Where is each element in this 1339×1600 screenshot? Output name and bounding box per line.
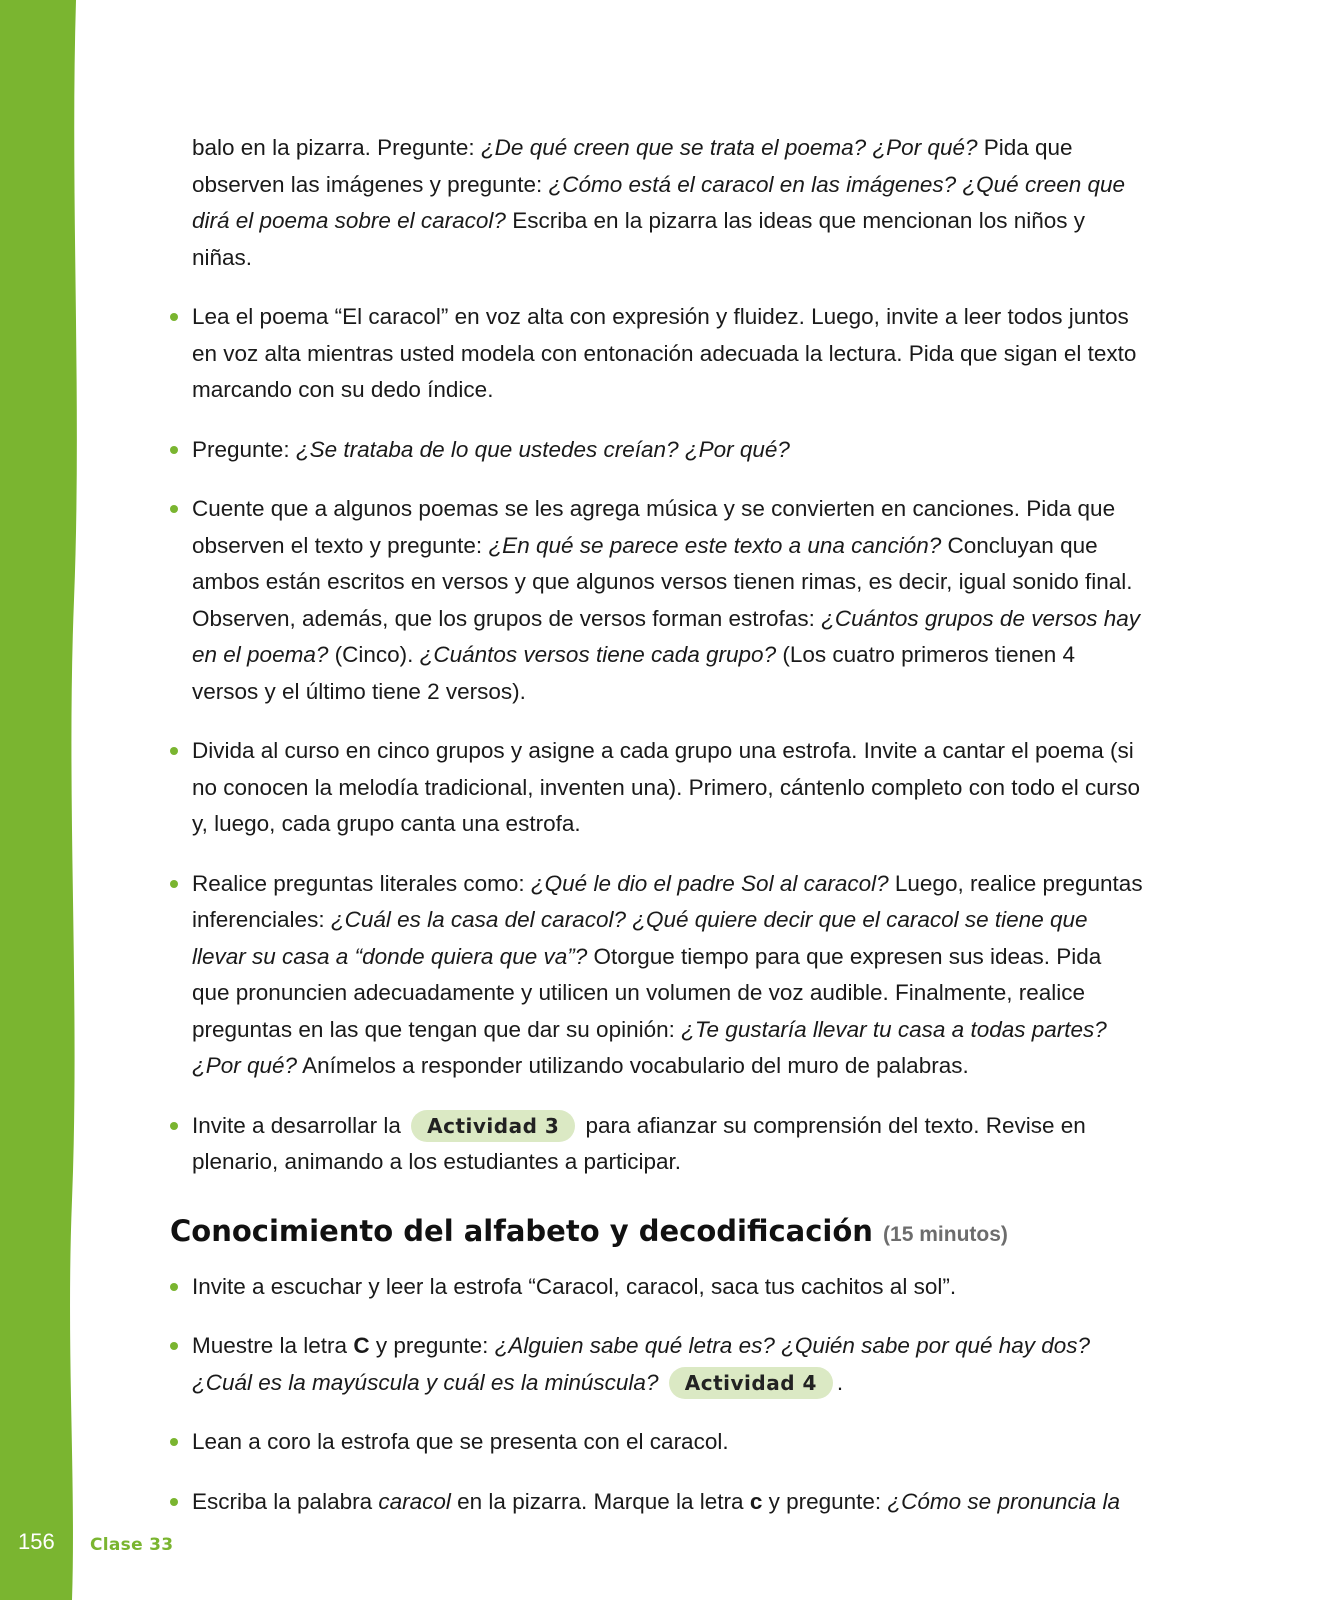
lesson-label: Clase 33 — [90, 1535, 174, 1555]
page-body — [170, 130, 1145, 1543]
list-item: Invite a desarrollar la Actividad 3 para afianzar su comprensión del texto. Revise en plenario, animando a los estudiantes a participar. — [170, 1108, 1145, 1181]
intro-paragraph: balo en la pizarra. Pregunte: ¿De qué creen que se trata el poema? ¿Por qué? Pida que observen las imágenes y pregunte: ¿Cómo está el caracol en las imágenes? ¿Qué creen que dirá el poema sobre el caracol? Escriba en la pizarra las ideas que mencionan los niños y niñas. — [192, 135, 1126, 270]
list-item: Lea el poema “El caracol” en voz alta con expresión y fluidez. Luego, invite a leer todos juntos en voz alta mientras usted modela con entonación adecuada la lectura. Pida que sigan el texto marcando con su dedo índice. — [170, 299, 1145, 409]
page-margin-band — [0, 0, 80, 1600]
list-item: Cuente que a algunos poemas se les agrega música y se convierten en canciones. Pida que observen el texto y pregunte: ¿En qué se parece este texto a una canción? Concluyan que ambos están escritos en versos y que algunos versos tienen rimas, es decir, igual sonido final. Observen, además, que los grupos de versos forman estrofas: ¿Cuántos grupos de versos hay en el poema? (Cinco). ¿Cuántos versos tiene cada grupo? (Los cuatro primeros tienen 4 versos y el último tiene 2 versos). — [170, 491, 1145, 710]
section-title: Conocimiento del alfabeto y decodificación — [170, 1213, 873, 1248]
activity-3-badge: Actividad 3 — [411, 1110, 575, 1142]
list-item: Realice preguntas literales como: ¿Qué le dio el padre Sol al caracol? Luego, realice preguntas inferenciales: ¿Cuál es la casa del caracol? ¿Qué quiere decir que el caracol se tiene que llevar su casa a “donde quiera que va”? Otorgue tiempo para que expresen sus ideas. Pida que pronuncien adecuadamente y utilicen un volumen de voz audible. Finalmente, realice preguntas en las que tengan que dar su opinión: ¿Te gustaría llevar tu casa a todas partes? ¿Por qué? Anímelos a responder utilizando vocabulario del muro de palabras. — [170, 866, 1145, 1085]
list-item: Divida al curso en cinco grupos y asigne a cada grupo una estrofa. Invite a cantar el poema (si no conocen la melodía tradicional, inventen una). Primero, cántenlo completo con todo el curso y, luego, cada grupo canta una estrofa. — [170, 733, 1145, 843]
section-heading — [170, 1211, 1145, 1255]
activity-4-badge: Actividad 4 — [669, 1367, 833, 1399]
section-duration: (15 minutos) — [883, 1222, 1008, 1246]
list-item: Escriba la palabra caracol en la pizarra. Marque la letra c y pregunte: ¿Cómo se pronuncia la — [170, 1484, 1145, 1521]
list-item: Lean a coro la estrofa que se presenta con el caracol. — [170, 1424, 1145, 1461]
list-item: Invite a escuchar y leer la estrofa “Caracol, caracol, saca tus cachitos al sol”. — [170, 1269, 1145, 1306]
list-item: Muestre la letra C y pregunte: ¿Alguien sabe qué letra es? ¿Quién sabe por qué hay dos? ¿Cuál es la mayúscula y cuál es la minúscula? Actividad 4 . — [170, 1328, 1145, 1401]
page-number: 156 — [18, 1529, 55, 1554]
list-item: Pregunte: ¿Se trataba de lo que ustedes creían? ¿Por qué? — [170, 432, 1145, 469]
